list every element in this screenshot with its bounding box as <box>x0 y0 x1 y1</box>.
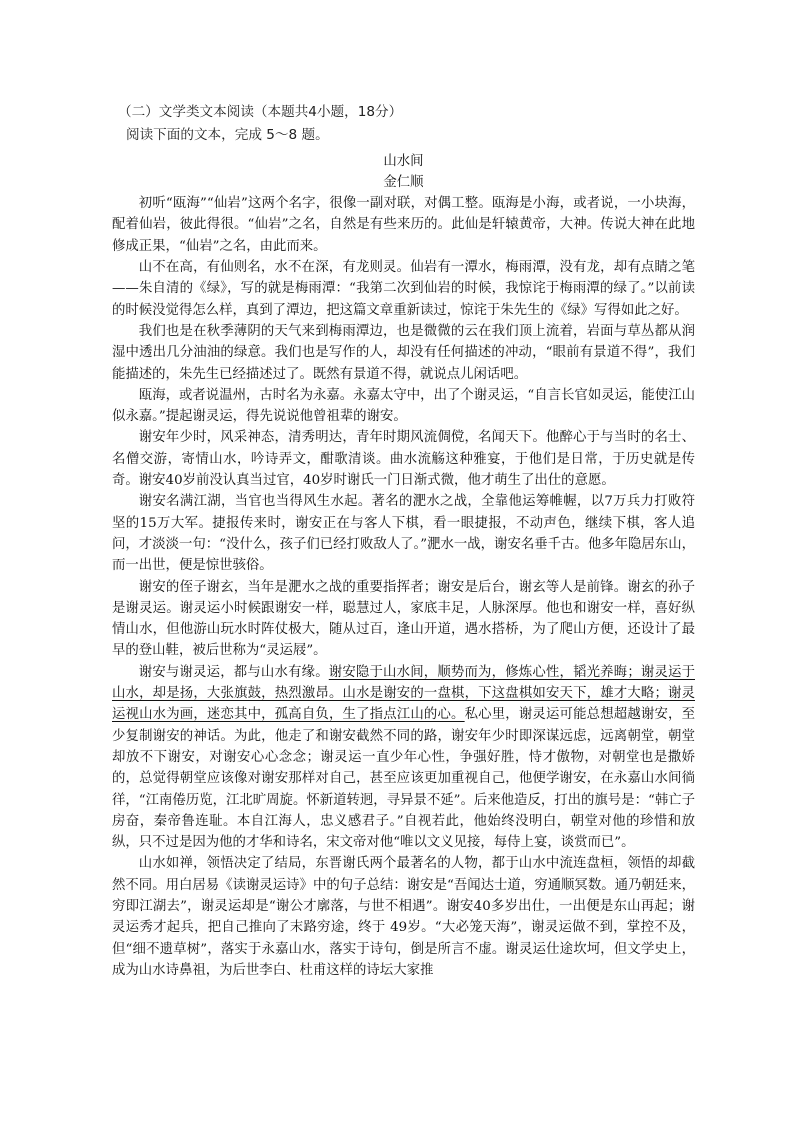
article-title: 山水间 <box>383 153 424 169</box>
page <box>112 102 695 981</box>
paragraph-1: 初听“瓯海”“仙岩”这两个名字，很像一副对联，对偶工整。瓯海是小海，或者说，一小块海，配着仙岩，彼此得很。“仙岩”之名，自然是有些来历的。此仙是轩辕黄帝，大神。传说大神在此地修成正果，“仙岩”之名，由此而来。 <box>112 196 695 254</box>
paragraph-6: 谢安名满江湖，当官也当得风生水起。著名的淝水之战，全靠他运筹帷幄，以7万兵力打败符坚的15万大军。捷报传来时，谢安正在与客人下棋，看一眼捷报，不动声色，继续下棋，客人追问，才淡淡一句：“没什么，孩子们已经打败敌人了。”淝水一战，谢安名垂千古。他多年隐居东山，而一出世，便是惊世骇俗。 <box>112 494 695 574</box>
underlined-passage: 谢安隐于山水间，顺势而为，修炼心性，韬光养晦；谢灵运于山水，却是扬，大张旗鼓，热烈激昂。山水是谢安的一盘棋，下这盘棋如安天下，雄才大略；谢灵运视山水为画，迷恋其中，孤高自负，生了指点江山的心。 <box>112 664 695 723</box>
paragraph-8 <box>112 662 695 854</box>
paragraph-7: 谢安的侄子谢玄，当年是淝水之战的重要指挥者；谢安是后台，谢玄等人是前锋。谢玄的孙子是谢灵运。谢灵运小时候跟谢安一样，聪慧过人，家底丰足，人脉深厚。他也和谢安一样，喜好纵情山水，但他游山玩水时阵仗极大，随从过百，逢山开道，遇水搭桥，为了爬山方便，还设计了最早的登山鞋，被后世称为“灵运屐”。 <box>112 579 695 659</box>
paragraph-8-tail: 私心里，谢灵运可能总想超越谢安，至少复制谢安的神话。为此，他走了和谢安截然不同的路，谢安年少时即深谋远虑，远离朝堂，朝堂却放不下谢安，对谢安心心念念；谢灵运一直少年心性，争强好胜，恃才傲物，对朝堂也是撒娇的，总觉得朝堂应该像对谢安那样对自己，甚至应该更加重视自己，他便学谢安，在永嘉山水间徜徉，“江南倦历览，江北旷周旋。怀新道转迥，寻异景不延”。后来他造反，打出的旗号是：“韩亡子房奋，秦帝鲁连耻。本自江海人，忠义感君子。”自视若此，他始终没明白，朝堂对他的珍惜和放纵，只不过是因为他的才华和诗名，宋文帝对他“唯以文义见接，每侍上宴，谈赏而已”。 <box>112 707 696 851</box>
paragraph-5: 谢安年少时，风采神态，清秀明达，青年时期风流倜傥，名闻天下。他醉心于与当时的名士、名僧交游，寄情山水，吟诗弄文，酣歌清谈。曲水流觞这种雅宴，于他们是日常，于历史就是传奇。谢安40岁前没认真当过官，40岁时谢氏一门日渐式微，他才萌生了出仕的意愿。 <box>112 430 695 489</box>
paragraph-8-lead: 谢安与谢灵运，都与山水有缘。 <box>138 664 329 680</box>
instruction: 阅读下面的文本，完成 5～8 题。 <box>126 127 329 144</box>
paragraph-9: 山水如禅，领悟决定了结局，东晋谢氏两个最著名的人物，都于山水中流连盘桓，领悟的却截然不同。用白居易《读谢灵运诗》中的句子总结：谢安是“吾闻达士道，穷通顺冥数。通乃朝廷来，穷即江湖去”，谢灵运却是“谢公才廓落，与世不相遇”。谢安40多岁出仕，一出便是东山再起；谢灵运秀才起兵，把自己推向了末路穷途，终于 49岁。“大必笼天海”，谢灵运做不到，掌控不及，但“细不遗草树”，落实于永嘉山水，落实于诗句，倒是所言不虚。谢灵运仕途坎坷，但文学史上，成为山水诗鼻祖，为后世李白、杜甫这样的诗坛大家推 <box>112 856 695 978</box>
paragraph-4: 瓯海，或者说温州，古时名为永嘉。永嘉太守中，出了个谢灵运，“自言长官如灵运，能使江山似永嘉。”提起谢灵运，得先说说他曾祖辈的谢安。 <box>112 387 695 425</box>
section-heading: （二）文学类文本阅读（本题共4小题，18分） <box>118 104 403 120</box>
paragraph-2: 山不在高，有仙则名，水不在深，有龙则灵。仙岩有一潭水，梅雨潭，没有龙，却有点睛之笔——朱自清的《绿》，写的就是梅雨潭：“我第二次到仙岩的时候，我惊诧于梅雨潭的绿了。”以前读的时候没觉得怎么样，真到了潭边，把这篇文章重新读过，惊诧于朱先生的《绿》写得如此之好。 <box>112 260 695 318</box>
article-author: 金仁顺 <box>383 174 424 190</box>
paragraph-3: 我们也是在秋季薄阴的天气来到梅雨潭边，也是微微的云在我们顶上流着，岩面与草丛都从润湿中透出几分油油的绿意。我们也是写作的人，却没有任何描述的冲动，“眼前有景道不得”，我们能描述的，朱先生已经描述过了。既然有景道不得，就说点儿闲话吧。 <box>112 323 695 382</box>
